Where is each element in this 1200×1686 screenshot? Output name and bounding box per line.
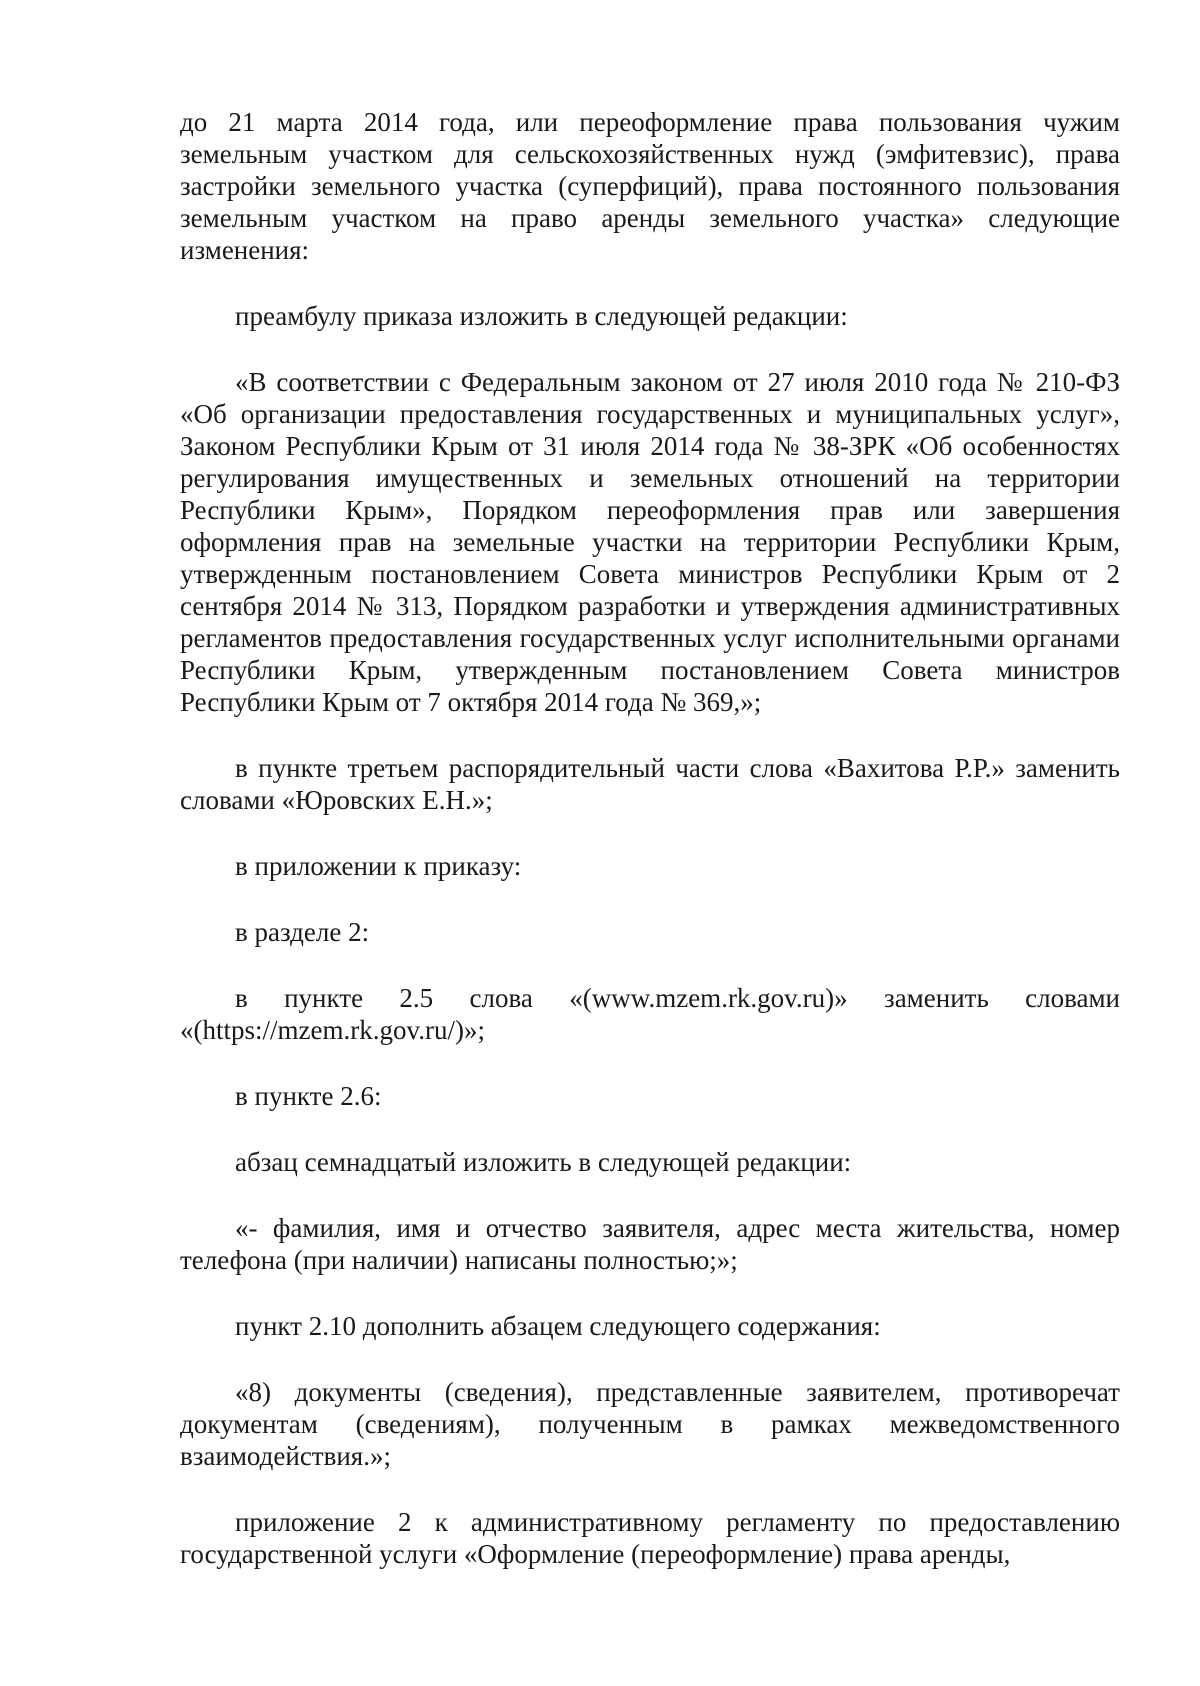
paragraph-applicant-name: «- фамилия, имя и отчество заявителя, адрес места жительства, номер телефона (при наличии) написаны полностью;»; xyxy=(180,1213,1120,1275)
paragraph-point-2-10: пункт 2.10 дополнить абзацем следующего содержания: xyxy=(235,1311,881,1341)
paragraph-appendix-two: приложение 2 к административному регламенту по предоставлению государственной услуги «Оформление (переоформление) права аренды, xyxy=(180,1507,1120,1569)
paragraph-point-2-6: в пункте 2.6: xyxy=(235,1081,382,1111)
paragraph-point-2-5: в пункте 2.5 слова «(www.mzem.rk.gov.ru)» заменить словами «(https://mzem.rk.gov.ru/)»; xyxy=(180,983,1120,1045)
paragraph-point-three: в пункте третьем распорядительный части слова «Вахитова Р.Р.» заменить словами «Юровских Е.Н.»; xyxy=(180,753,1120,815)
paragraph-continuation: до 21 марта 2014 года, или переоформление права пользования чужим земельным участком для сельскохозяйственных нужд (эмфитевзис), права застройки земельного участка (суперфиций), права постоянного пользования земельным участком на право аренды земельного участка» следующие изменения: xyxy=(180,107,1120,265)
paragraph-preamble-text: «В соответствии с Федеральным законом от 27 июля 2010 года № 210-ФЗ «Об организации предоставления государственных и муниципальных услуг», Законом Республики Крым от 31 июля 2014 года № 38-ЗРК «Об особенностях регулирования имущественных и земельных отношений на территории Республики Крым», Порядком переоформления прав или завершения оформления прав на земельные участки на территории Республики Крым, утвержденным постановлением Совета министров Республики Крым от 2 сентября 2014 № 313, Порядком разработки и утверждения административных регламентов предоставления государственных услуг исполнительными органами Республики Крым, утвержденным постановлением Совета министров Республики Крым от 7 октября 2014 года № 369,»; xyxy=(180,367,1120,717)
paragraph-seventeenth: абзац семнадцатый изложить в следующей редакции: xyxy=(235,1147,852,1177)
paragraph-preamble-instruction: преамбулу приказа изложить в следующей редакции: xyxy=(235,301,848,331)
paragraph-section-two: в разделе 2: xyxy=(235,917,370,947)
paragraph-appendix-heading: в приложении к приказу: xyxy=(235,851,522,881)
paragraph-item-eight: «8) документы (сведения), представленные заявителем, противоречат документам (сведениям), полученным в рамках межведомственного взаимодействия.»; xyxy=(180,1377,1120,1471)
document-body xyxy=(180,106,1120,1570)
